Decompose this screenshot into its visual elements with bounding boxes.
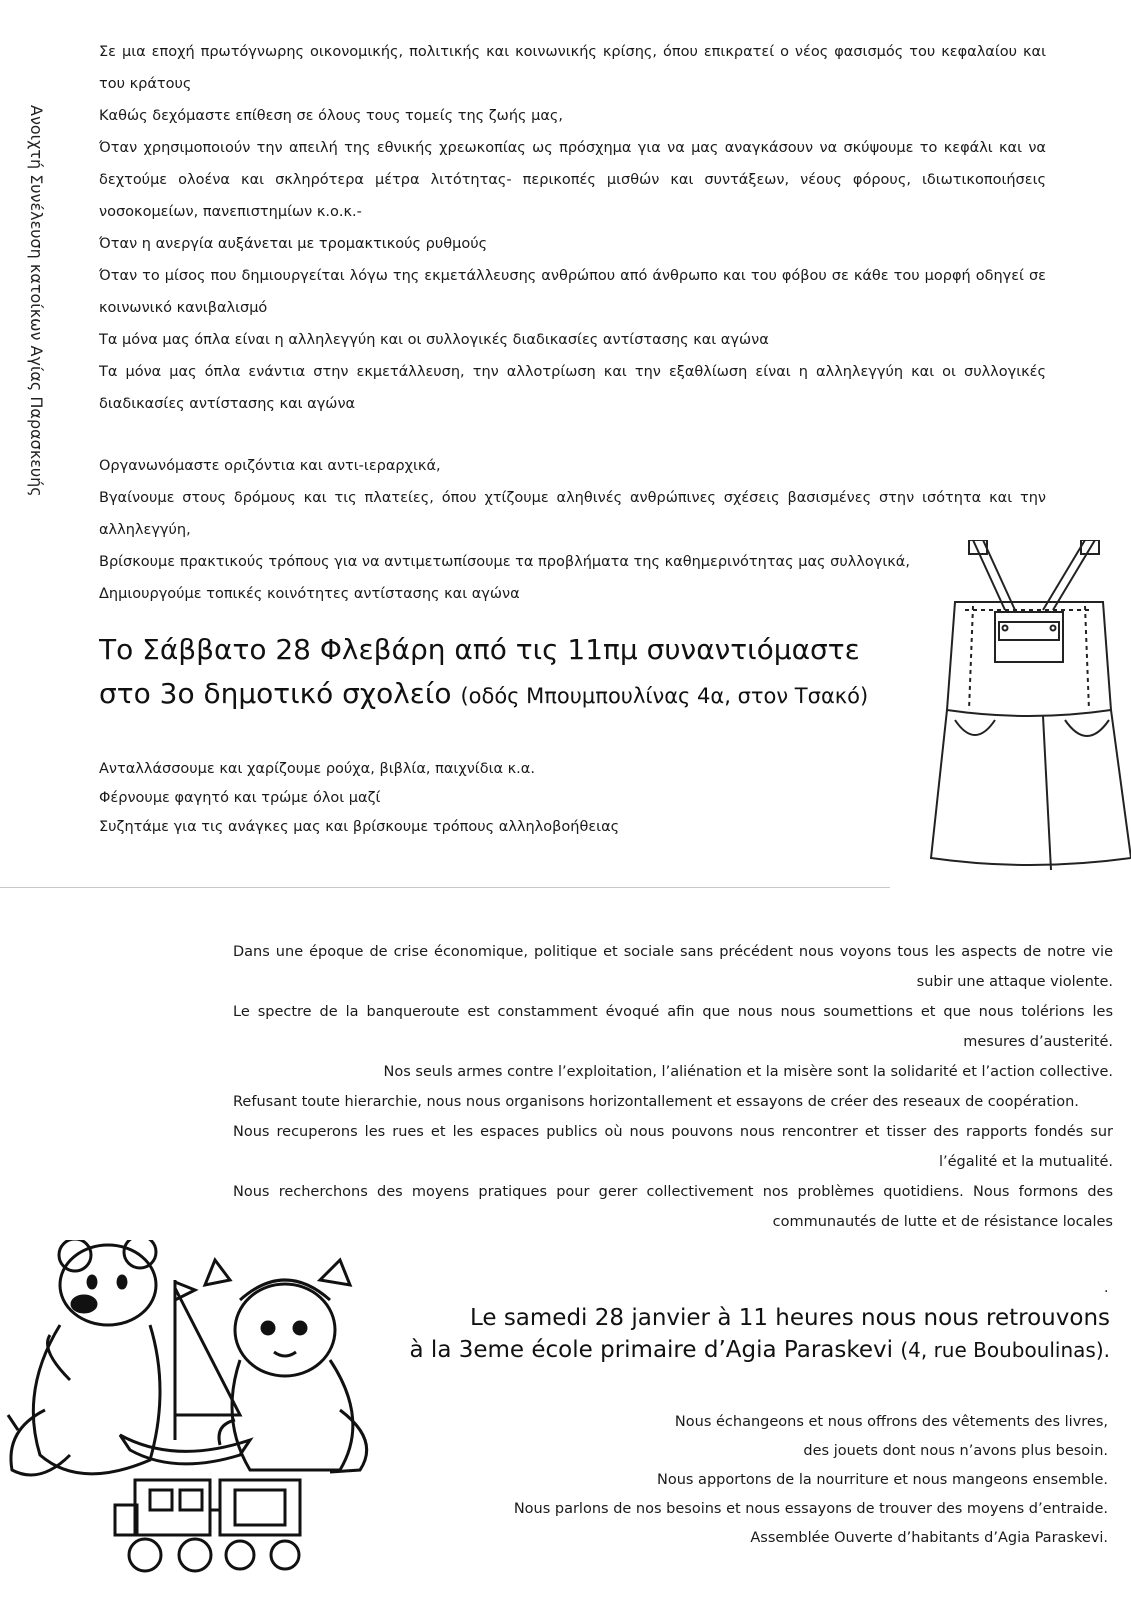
french-activity: Nous apportons de la nourriture et nous mangeons ensemble. — [656, 1472, 1108, 1488]
french-headline — [360, 1302, 1110, 1366]
greek-line: Όταν χρησιμοποιούν την απειλή της εθνικής χρεωκοπίας ως πρόσχημα για να μας αναγκάσουν να σκύψουμε το κεφάλι και να δεχτούμε ολοένα και σκληρότερα μέτρα λιτότητας- περικοπές μισθών και συντάξεων, νέους φόρους, ιδιωτικοποιήσεις νοσοκομείων, πανεπιστημίων κ.ο.κ.- — [99, 140, 1046, 220]
greek-line: Βρίσκουμε πρακτικούς τρόπους για να αντιμετωπίσουμε τα προβλήματα της καθημερινότητας μας συλλογικά, — [99, 554, 910, 570]
french-headline-venue: à la 3eme école primaire d’Agia Paraskevi — [409, 1337, 894, 1363]
french-line: Refusant toute hierarchie, nous nous organisons horizontallement et essayons de créer des reseaux de coopération. — [233, 1094, 1079, 1110]
greek-activities — [99, 755, 899, 842]
greek-activity: Φέρνουμε φαγητό και τρώμε όλοι μαζί — [99, 790, 381, 806]
french-activities — [440, 1408, 1108, 1553]
greek-line: Όταν το μίσος που δημιουργείται λόγω της εκμετάλλευσης ανθρώπου από άνθρωπο και του φόβου σε κάθε του μορφή οδηγεί σε κοινωνικό κανιβαλισμό — [99, 268, 1046, 316]
greek-headline-line-1: Το Σάββατο 28 Φλεβάρη από τις 11πμ συναντιόμαστε — [99, 633, 860, 666]
greek-activity: Ανταλλάσσουμε και χαρίζουμε ρούχα, βιβλία, παιχνίδια κ.α. — [99, 761, 535, 777]
french-activity: Nous parlons de nos besoins et nous essayons de trouver des moyens d’entraide. — [513, 1501, 1108, 1517]
greek-headline-venue: στο 3ο δημοτικό σχολείο — [99, 677, 452, 710]
greek-line: Όταν η ανεργία αυξάνεται με τρομακτικούς ρυθμούς — [99, 236, 488, 252]
sidebar-vertical-text: Ανοιχτή Συνέλευση κατοίκων Αγίας Παρασκευής — [27, 105, 46, 497]
french-activity: des jouets dont nous n’avons plus besoin. — [803, 1443, 1108, 1459]
greek-line: Οργανωνόμαστε οριζόντια και αντι-ιεραρχικά, — [99, 458, 441, 474]
greek-line: Τα μόνα μας όπλα είναι η αλληλεγγύη και οι συλλογικές διαδικασίες αντίστασης και αγώνα — [99, 332, 769, 348]
pinafore-dress-drawing — [925, 540, 1131, 900]
greek-line: Βγαίνουμε στους δρόμους και τις πλατείες, όπου χτίζουμε αληθινές ανθρώπινες σχέσεις βασισμένες στην ισότητα και την αλληλεγγύη, — [99, 490, 1046, 538]
greek-line: Δημιουργούμε τοπικές κοινότητες αντίστασης και αγώνα — [99, 586, 520, 602]
french-line: Le spectre de la banqueroute est constamment évoqué afin que nous nous soumettions et que nous tolérions les mesures d’austerité. — [233, 1004, 1113, 1050]
french-line: Nos seuls armes contre l’exploitation, l’aliénation et la misère sont la solidarité et l’action collective. — [383, 1064, 1113, 1080]
french-headline-line-1: Le samedi 28 janvier à 11 heures nous nous retrouvons — [469, 1305, 1110, 1331]
section-divider — [0, 887, 890, 888]
toys-drawing — [0, 1240, 420, 1600]
french-line: Dans une époque de crise économique, politique et sociale sans précédent nous voyons tous les aspects de notre vie subir une attaque violente. — [233, 944, 1113, 990]
greek-intro — [99, 36, 1046, 610]
french-signature: Assemblée Ouverte d’habitants d’Agia Paraskevi. — [750, 1530, 1108, 1546]
french-headline-address: (4, rue Bouboulinas). — [900, 1338, 1110, 1362]
greek-headline-address: (οδός Μπουμπουλίνας 4α, στον Τσακό) — [460, 684, 869, 708]
french-intro — [233, 937, 1113, 1237]
greek-line: Σε μια εποχή πρωτόγνωρης οικονομικής, πολιτικής και κοινωνικής κρίσης, όπου επικρατεί ο νέος φασισμός του κεφαλαίου και του κράτους — [99, 44, 1046, 92]
stray-dot: . — [1104, 1280, 1109, 1296]
greek-activity: Συζητάμε για τις ανάγκες μας και βρίσκουμε τρόπους αλληλοβοήθειας — [99, 819, 620, 835]
greek-line: Καθώς δεχόμαστε επίθεση σε όλους τους τομείς της ζωής μας, — [99, 108, 564, 124]
french-headline-line-2 — [360, 1334, 1110, 1366]
french-activity: Nous échangeons et nous offrons des vêtements des livres, — [674, 1414, 1108, 1430]
greek-line: Τα μόνα μας όπλα ενάντια στην εκμετάλλευση, την αλλοτρίωση και την εξαθλίωση είναι η αλληλεγγύη και οι συλλογικές διαδικασίες αντίστασης και αγώνα — [99, 364, 1046, 412]
french-line: Nous recherchons des moyens pratiques pour gerer collectivement nos problèmes quotidiens. Nous formons des communautés de lutte et de résistance locales — [233, 1184, 1113, 1230]
french-line: Nous recuperons les rues et les espaces publics où nous pouvons nous rencontrer et tisser des rapports fondés sur l’égalité et la mutualité. — [233, 1124, 1113, 1170]
greek-headline — [99, 628, 949, 718]
greek-headline-line-2 — [99, 672, 949, 718]
